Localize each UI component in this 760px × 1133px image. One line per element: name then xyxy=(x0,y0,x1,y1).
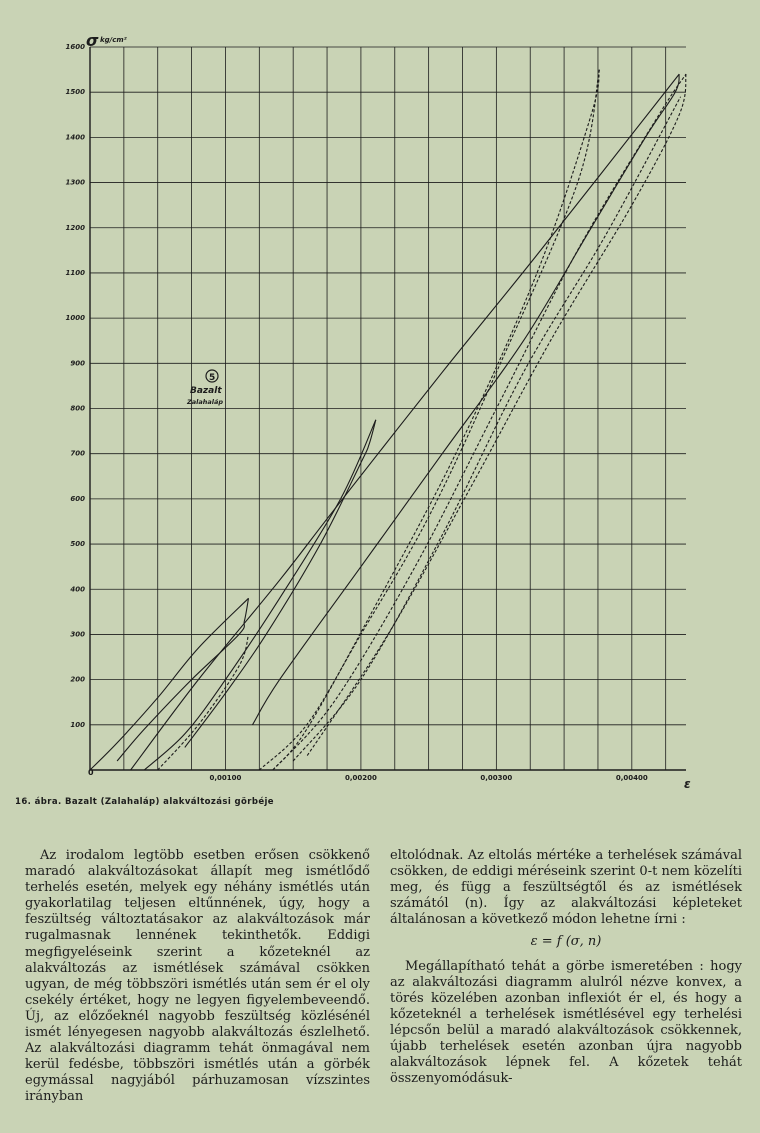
y-tick-label: 400 xyxy=(70,585,85,594)
chart-curves xyxy=(90,70,686,770)
x-axis-symbol: ε xyxy=(684,777,691,791)
y-axis-symbol: σ xyxy=(86,31,99,50)
deformation-curve xyxy=(259,70,599,770)
deformation-curve xyxy=(273,74,686,770)
body-paragraph: Az irodalom legtöbb esetben erősen csökkenő maradó alakváltozásokat állapít meg ismétlődő terhelés esetén, melyek egy néhány ismétlés után gyakorlatilag teljesen eltűnnének, úgy, hogy a feszültség változtatásakor az alakváltozások már rugalmasnak lennének tekinthetők. Eddigi megfigyeléseink szerint a kőzeteknél az alakváltozás az ismétlések számával csökken ugyan, de még többszöri ismétlés után sem ér el oly csekély értéket, hogy ne legyen figyelembeveendő. Új, az előzőeknél nagyobb feszültség közlésénél ismét lényegesen nagyobb alakváltozás észlelhető. Az alakváltozási diagramm tehát önmagával nem kerül fedésbe, többszöri ismétlés után a görbék egymással nagyjából párhuzamosan vízszintes irányban xyxy=(25,848,370,1105)
body-paragraph: Megállapítható tehát a görbe ismeretében : hogy az alakváltozási diagramm alulról nézve konvex, a törés közelében azonban inflexiót ér el, és hogy a kőzeteknél a terhelések ismétlésével egy terhelési lépcsőn belül a maradó alakváltozások csökkennek, újabb terhelések esetén azonban újra nagyobb alakváltozások lépnek fel. A kőzetek tehát összenyomódásuk- xyxy=(390,958,742,1087)
y-tick-label: 1000 xyxy=(65,314,85,323)
y-tick-label: 100 xyxy=(70,720,85,729)
annotation-number: 5 xyxy=(209,373,216,383)
y-tick-label: 900 xyxy=(70,359,85,368)
text-column-left xyxy=(25,848,370,1106)
origin-label: 0 xyxy=(88,768,94,777)
x-tick-label: 0,00300 xyxy=(480,774,513,782)
y-tick-label: 1400 xyxy=(65,133,85,142)
y-tick-label: 800 xyxy=(70,404,85,413)
annotation-rock: Bazalt xyxy=(190,386,222,396)
y-tick-label: 300 xyxy=(70,630,85,639)
y-tick-label: 200 xyxy=(70,675,85,684)
y-tick-label: 1600 xyxy=(65,43,85,51)
y-tick-label: 500 xyxy=(70,540,85,549)
formula: ε = f (σ, n) xyxy=(530,934,602,950)
figure-caption: 16. ábra. Bazalt (Zalahaláp) alakváltozási görbéje xyxy=(15,797,274,807)
y-axis-unit: kg/cm² xyxy=(100,36,127,44)
deformation-curve xyxy=(131,74,680,770)
y-tick-label: 700 xyxy=(70,449,85,458)
x-tick-label: 0,00200 xyxy=(344,774,377,782)
y-tick-label: 1300 xyxy=(65,178,85,187)
deformation-curve xyxy=(90,598,249,770)
chart-tick-labels xyxy=(66,43,648,782)
deformation-curve xyxy=(253,74,680,725)
x-tick-label: 0,00400 xyxy=(615,774,648,782)
text-column-right xyxy=(390,848,742,1087)
chart-grid xyxy=(90,47,686,770)
body-paragraph: eltolódnak. Az eltolás mértéke a terhelések számával csökken, de eddigi méréseink szerint 0-t nem közelíti meg, és függ a feszültségtől és az ismétlések számától (n). Így az alakváltozási képleteket általánosan a következő módon lehetne írni : xyxy=(390,848,742,928)
x-tick-label: 0,00100 xyxy=(209,774,242,782)
y-tick-label: 600 xyxy=(70,494,85,503)
y-tick-label: 1100 xyxy=(65,268,85,277)
deformation-curve xyxy=(293,97,680,761)
y-tick-label: 1500 xyxy=(65,88,85,97)
deformation-curve xyxy=(273,70,599,770)
annotation-place: Zalahaláp xyxy=(187,398,223,406)
deformation-curve xyxy=(158,634,249,770)
y-tick-label: 1200 xyxy=(65,223,85,232)
